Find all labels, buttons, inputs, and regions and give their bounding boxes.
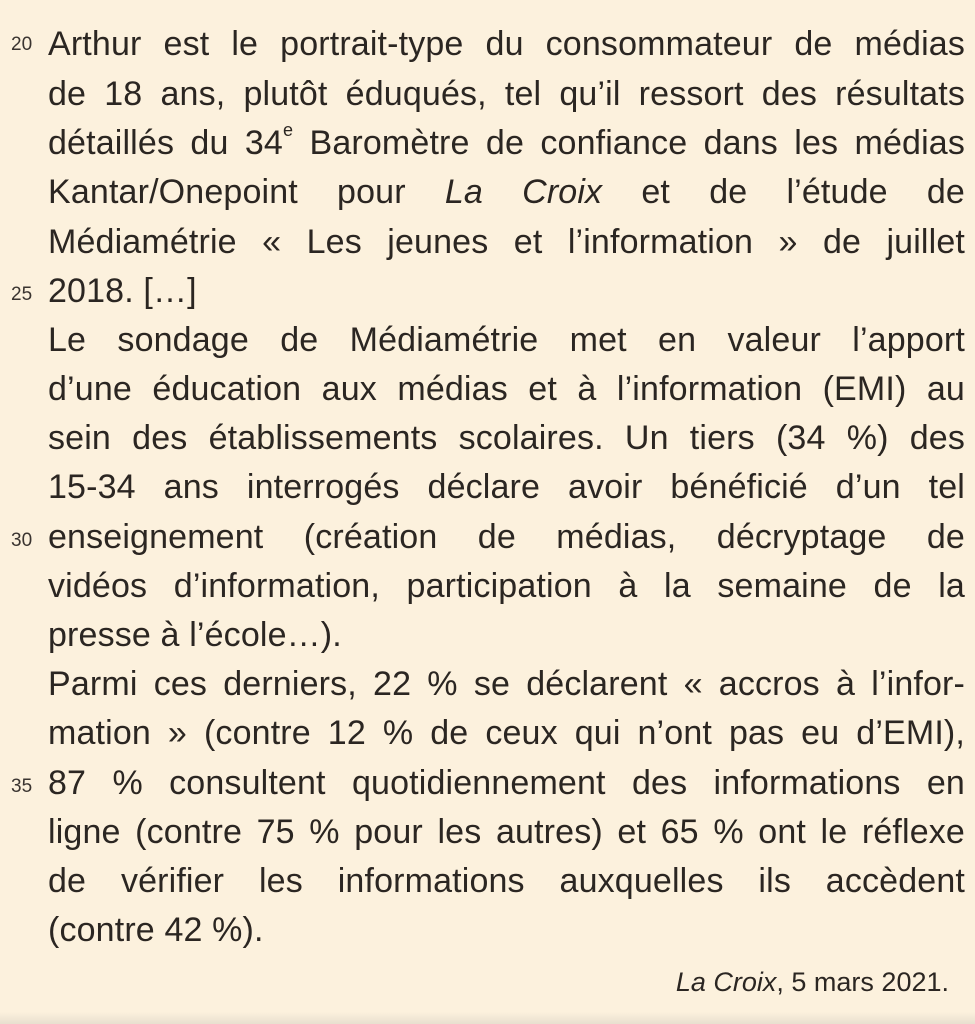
text-line-12: vidéos d’information, participation à la semaine de la [48,567,965,605]
line-number-25: 25 [11,284,33,305]
text-line-6: 2018. […] [48,272,197,310]
text-line-17: ligne (contre 75 % pour les autres) et 65 % ont le réflexe [48,813,965,851]
source-publication: La Croix [675,967,777,997]
text-line-19: (contre 42 %). [48,911,264,949]
page-bottom-edge [0,1012,975,1024]
text-line-13: presse à l’école…). [48,616,342,654]
line-number-20: 20 [11,34,33,55]
newspaper-name-italic: La Croix [444,173,603,211]
text-line-2: de 18 ans, plutôt éduqués, tel qu’il ressort des résultats [48,75,965,113]
text-line-1: Arthur est le portrait-type du consommateur de médias [48,25,965,63]
text-line-7: Le sondage de Médiamétrie met en valeur l’apport [48,321,965,359]
line-number-35: 35 [11,776,33,797]
source-citation [676,958,949,1006]
text-line-4-start: Kantar/Onepoint pour [48,173,445,211]
line-number-30: 30 [11,530,33,551]
text-line-3-start: détaillés du 34 [48,124,283,162]
source-date: , 5 mars 2021. [776,967,949,997]
text-line-9: sein des établissements scolaires. Un tiers (34 %) des [48,419,965,457]
text-line-4-end: et de l’étude de [602,173,965,211]
text-line-18: de vérifier les informations auxquelles ils accèdent [48,862,965,900]
text-line-15: mation » (contre 12 % de ceux qui n’ont pas eu d’EMI), [48,714,965,752]
text-line-14: Parmi ces derniers, 22 % se déclarent « accros à l’infor- [48,665,965,703]
text-line-11: enseignement (création de médias, décryptage de [48,518,965,556]
text-line-16: 87 % consultent quotidiennement des informations en [48,764,965,802]
text-line-4 [48,168,965,216]
text-line-8: d’une éducation aux médias et à l’information (EMI) au [48,370,965,408]
text-line-3-end: Baromètre de confiance dans les médias [293,124,965,162]
superscript-e: e [283,119,294,140]
text-line-5: Médiamétrie « Les jeunes et l’information » de juillet [48,223,965,261]
text-line-10: 15-34 ans interrogés déclare avoir bénéficié d’un tel [48,468,965,506]
text-line-3 [48,119,965,167]
